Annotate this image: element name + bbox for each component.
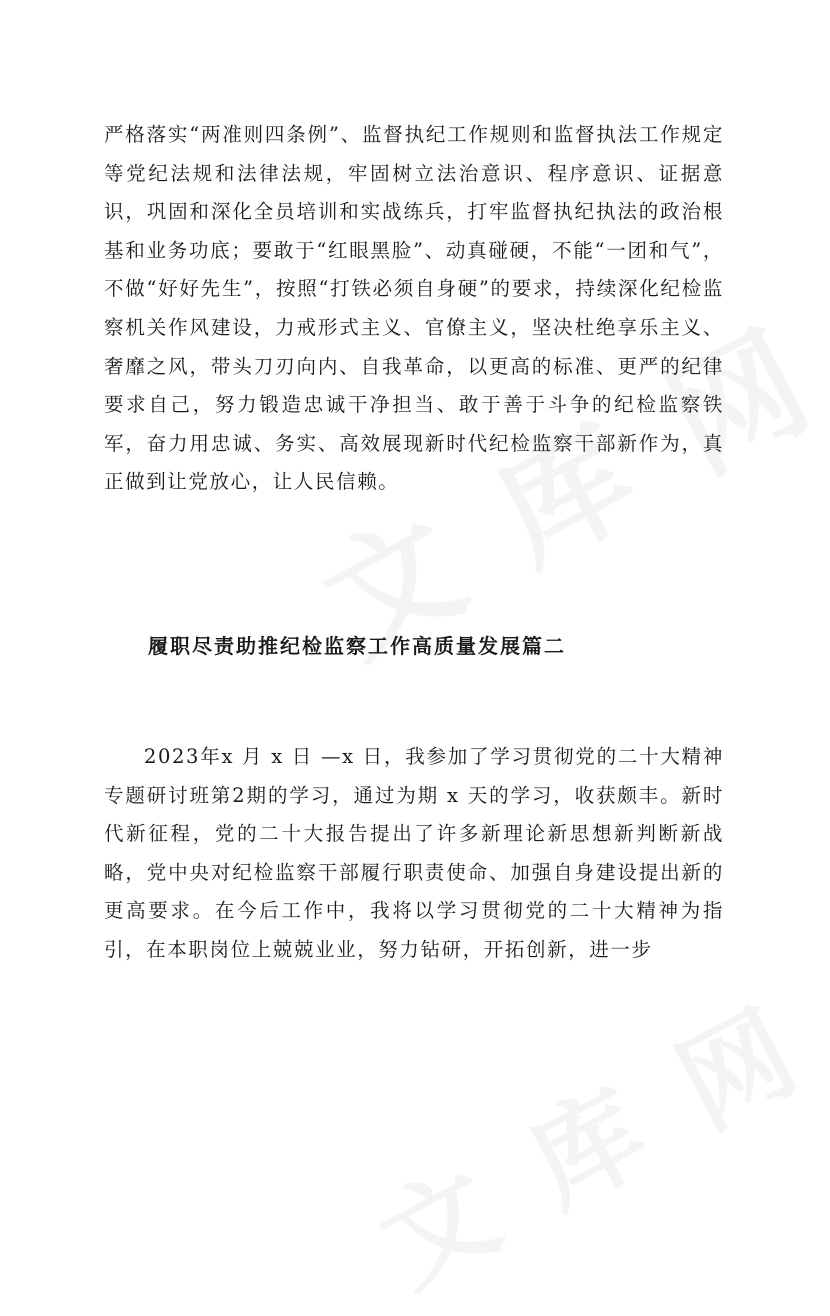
watermark-logo-lower [350, 962, 827, 1316]
section-heading: 履职尽责助推纪检监察工作高质量发展篇二 [148, 634, 566, 658]
body-paragraph-2: 2023年x 月 x 日 —x 日，我参加了学习贯彻党的二十大精神专题研讨班第2期的学习，通过为期 x 天的学习，收获颇丰。新时代新征程，党的二十大报告提出了许多新理论新思想新判断新战略，党中央对纪检监察干部履行职责使命、加强自身建设提出新的更高要求。在今后工作中，我将以学习贯彻党的二十大精神为指引，在本职岗位上兢兢业业，努力钻研，开拓创新，进一步 [104, 745, 724, 961]
body-paragraph-1: 严格落实“两准则四条例”、监督执纪工作规则和监督执法工作规定等党纪法规和法律法规，牢固树立法治意识、程序意识、证据意识，巩固和深化全员培训和实战练兵，打牢监督执纪执法的政治根基和业务功底；要敢于“红眼黑脸”、动真碰硬，不能“一团和气”，不做“好好先生”，按照“打铁必须自身硬”的要求，持续深化纪检监察机关作风建设，力戒形式主义、官僚主义，坚决杜绝享乐主义、奢靡之风，带头刀刃向内、自我革命，以更高的标准、更严的纪律要求自己，努力锻造忠诚干净担当、敢于善于斗争的纪检监察铁军，奋力用忠诚、务实、高效展现新时代纪检监察干部新作为，真正做到让党放心，让人民信赖。 [104, 123, 724, 494]
